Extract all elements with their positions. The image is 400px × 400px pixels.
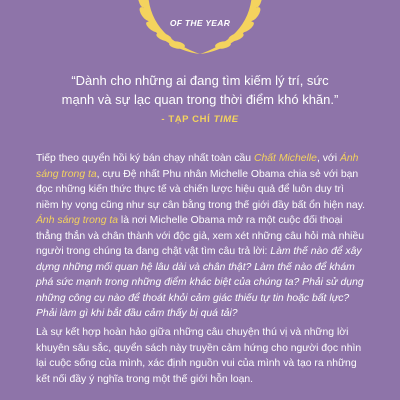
book-title-anh-sang-2: Ánh sáng trong ta	[36, 215, 119, 226]
description-paragraph	[36, 213, 366, 322]
badge-subtitle: OF THE YEAR	[169, 18, 231, 28]
quote-source-name: TIME	[213, 114, 239, 125]
summary-paragraph: Là sự kết hợp hoàn hảo giữa những câu chuyện thú vị và những lời khuyên sâu sắc, quyển sách này truyền cảm hứng cho người đọc nhìn lại cuộc sống của mình, xác định nguồn vui của mình và tạo ra những kết nối đầy ý nghĩa trong một thế giới hỗn loạn.	[36, 327, 362, 385]
intro-text-2: , với	[316, 153, 340, 164]
description-text: là nơi Michelle Obama mở ra một cuộc đối thoại thẳng thắn và chân thành với độc giả, xem xét những câu hỏi mà nhiều người trong chúng ta đang chật vật tìm câu trả lời:	[36, 215, 365, 257]
intro-text-1: Tiếp theo quyển hồi ký bán chạy nhất toàn cầu	[36, 153, 254, 164]
quote-source-prefix: - TẠP CHÍ	[161, 114, 214, 125]
laurel-wreath-icon	[100, 0, 300, 58]
book-title-anh-sang: Ánh sáng trong ta	[36, 153, 359, 180]
review-quote: “Dành cho những ai đang tìm kiếm lý trí, sức mạnh và sự lạc quan trong thời điểm khó khăn.”	[61, 73, 339, 107]
intro-text-3: , cựu Đệ nhất Phu nhân Michelle Obama chia sẻ với bạn đọc những kiến thức thực tế và chiến lược hiệu quả để luôn duy trì niềm hy vọng cũng như sự cân bằng trong thế giới đầy bất ổn hiện nay.	[36, 168, 365, 211]
intro-paragraph	[36, 151, 366, 213]
description-questions: Làm thế nào để xây dựng những mối quan hệ lâu dài và chân thật? Làm thế nào để khám phá sức mạnh trong những điểm khác biệt của chúng ta? Phải sử dụng những công cụ nào để thoát khỏi cảm giác thiếu tự tin hoặc bất lực? Phải làm gì khi bắt đầu cảm thấy bị quá tải?	[36, 246, 364, 319]
award-badge	[100, 0, 300, 58]
quote-source	[0, 114, 400, 125]
book-title-chat-michelle: Chất Michelle	[253, 153, 317, 164]
